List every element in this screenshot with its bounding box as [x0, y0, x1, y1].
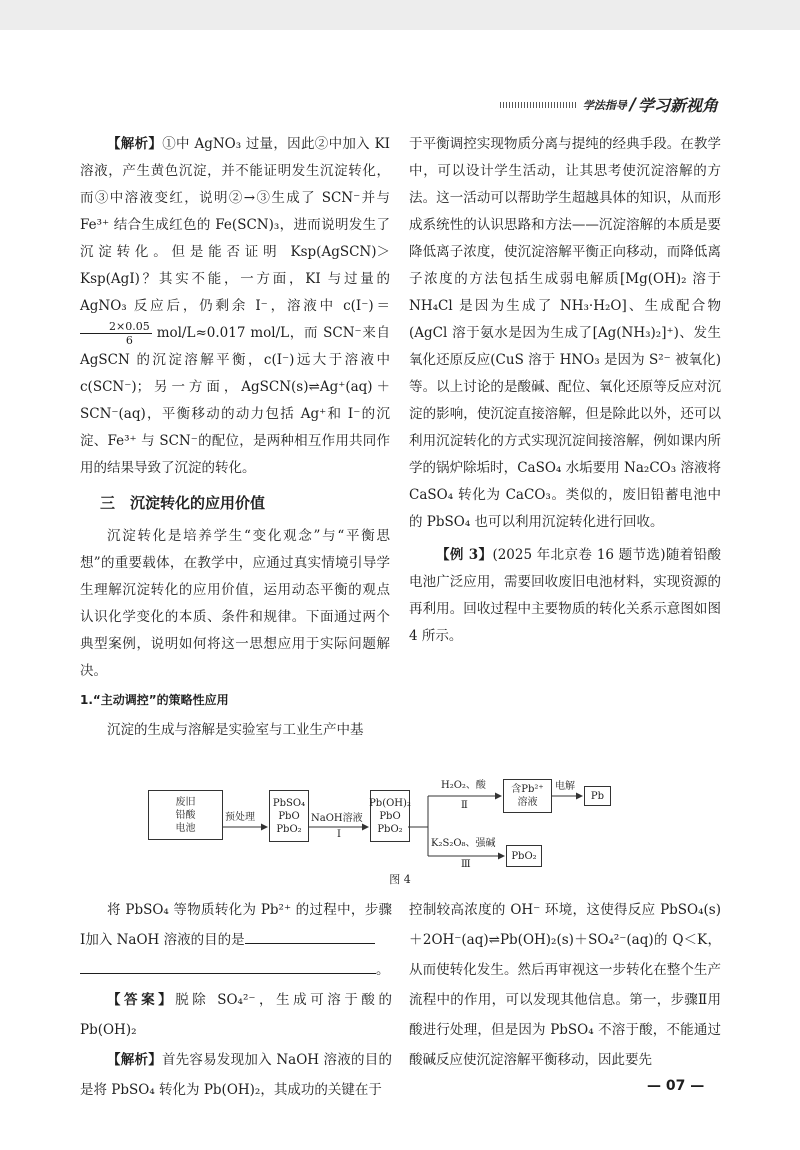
- answer-label: 【答案】: [107, 992, 176, 1008]
- fraction: [80, 320, 152, 347]
- answer-blank-line[interactable]: [80, 959, 376, 974]
- box-lead-hydroxide: [370, 790, 410, 842]
- left-column: [80, 131, 390, 744]
- example-text: 随着铅酸电池广泛应用，需要回收废旧电池材料，实现资源的再利用。回收过程中主要物质的转化关系示意图如图 4 所示。: [409, 547, 722, 644]
- box-lead-compounds-line: PbO₂: [276, 823, 302, 835]
- header-section: 学法指导: [582, 98, 627, 112]
- explanation-paragraph: [80, 1045, 392, 1105]
- label-step-2: Ⅱ: [461, 800, 468, 811]
- box-lead-hydroxide-line: PbO: [379, 810, 401, 822]
- right-column: [409, 131, 721, 650]
- explanation-continuation-block: [409, 895, 721, 1075]
- header-brand-2: 新视角: [669, 96, 718, 115]
- box-lead-compounds: [269, 790, 309, 842]
- analysis-paragraph: [80, 131, 390, 482]
- label-step-1: Ⅰ: [337, 829, 341, 840]
- section-title: 三 沉淀转化的应用价值: [100, 494, 266, 512]
- figure-caption: 图 4: [389, 873, 411, 886]
- box-pb2-solution-line: 溶液: [517, 797, 538, 808]
- box-waste-battery-line: 废旧: [175, 796, 196, 808]
- section-paragraph: 沉淀转化是培养学生“变化观念”与“平衡思想”的重要载体，在教学中，应通过真实情境引导学生理解沉淀转化的应用价值，运用动态平衡的观点认识化学变化的本质、条件和规律。下面通过两个典型案例，说明如何将这一思想应用于实际问题解决。: [80, 528, 390, 679]
- box-waste-battery-line: 铅酸: [175, 809, 196, 821]
- explanation-text: 首先容易发现加入 NaOH 溶液的目的是将 PbSO₄ 转化为 Pb(OH)₂，其成功的关键在于: [80, 1052, 392, 1098]
- label-step-3: Ⅲ: [461, 859, 471, 870]
- header-separator: /: [629, 94, 636, 115]
- page-header: [500, 93, 718, 116]
- label-electrolysis: 电解: [555, 781, 575, 792]
- flow-diagram: [80, 778, 720, 878]
- fraction-numerator: 2×0.05: [80, 320, 152, 334]
- example-source: (2025 年北京卷 16 题节选): [492, 547, 666, 563]
- question-end: 。: [376, 962, 390, 978]
- header-brand-1: 学习: [637, 96, 670, 115]
- box-pb2-solution-line: 含Pb²⁺: [511, 784, 544, 795]
- box-lead-hydroxide-line: PbO₂: [377, 823, 403, 835]
- example-paragraph: [409, 542, 721, 650]
- answer-text: 脱除 SO₄²⁻，生成可溶于酸的 Pb(OH)₂: [80, 992, 392, 1038]
- question-continuation: [80, 955, 392, 985]
- answer-paragraph: [80, 985, 392, 1045]
- box-waste-battery: [148, 790, 223, 840]
- subsection-title: 1.“主动调控”的策略性应用: [80, 693, 229, 707]
- right-paragraph: 于平衡调控实现物质分离与提纯的经典手段。在教学中，可以设计学生活动，让其思考使沉淀溶解的方法。这一活动可以帮助学生超越具体的知识，从而形成系统性的认识思路和方法——沉淀溶解的本质是要降低离子浓度，使沉淀溶解平衡正向移动，而降低离子浓度的方法包括生成弱电解质[Mg(OH)₂ 溶于 NH₄Cl 是因为生成了 NH₃·H₂O]、生成配合物(AgCl 溶于氨水是因为生成了[Ag(NH₃)₂]⁺)、发生氧化还原反应(CuS 溶于 HNO₃ 是因为 S²⁻ 被氧化)等。以上讨论的是酸碱、配位、氧化还原等反应对沉淀的影响，使沉淀直接溶解，但是除此以外，还可以利用沉淀转化的方式实现沉淀间接溶解，例如课内所学的锅炉除垢时，CaSO₄ 水垢要用 Na₂CO₃ 溶液将 CaSO₄ 转化为 CaCO₃。类似的，废旧铅蓄电池中的 PbSO₄ 也可以利用沉淀转化进行回收。: [409, 136, 721, 530]
- subsection-paragraph: 沉淀的生成与溶解是实验室与工业生产中基: [107, 722, 364, 738]
- page-number: — 07 —: [647, 1078, 705, 1094]
- box-pbo2: PbO₂: [506, 845, 542, 867]
- analysis-label: 【解析】: [107, 136, 163, 152]
- question-text: 将 PbSO₄ 等物质转化为 Pb²⁺ 的过程中，步骤Ⅰ加入 NaOH 溶液的目的是: [80, 902, 392, 948]
- answer-blank[interactable]: [245, 929, 375, 944]
- analysis-text-cont: mol/L≈0.017 mol/L，而 SCN⁻来自 AgSCN 的沉淀溶解平衡，c(I⁻)远大于溶液中 c(SCN⁻)；另一方面，AgSCN(s)⇌Ag⁺(aq)＋SCN⁻(aq)，平衡移动的动力包括 Ag⁺和 I⁻的沉淀、Fe³⁺ 与 SCN⁻的配位，是两种相互作用共同作用的结果导致了沉淀的转化。: [80, 325, 390, 476]
- box-pb: Pb: [584, 786, 611, 806]
- box-waste-battery-line: 电池: [175, 822, 196, 834]
- header-hatch-decoration: [500, 102, 578, 108]
- box-pb2-solution: [503, 779, 552, 813]
- question-block: [80, 895, 392, 1105]
- label-lower-reagent: K₂S₂O₈、强碱: [431, 838, 496, 849]
- label-pretreat: 预处理: [225, 812, 255, 823]
- explanation-label: 【解析】: [107, 1052, 162, 1068]
- fraction-denominator: 6: [125, 334, 133, 347]
- box-lead-compounds-line: PbSO₄: [272, 797, 306, 809]
- question-paragraph: [80, 895, 392, 955]
- top-bar: [0, 0, 800, 30]
- label-upper-reagent: H₂O₂、酸: [441, 780, 486, 791]
- box-lead-compounds-line: PbO: [278, 810, 300, 822]
- label-naoh: NaOH溶液: [311, 813, 363, 824]
- example-label: 【例 3】: [436, 547, 493, 563]
- analysis-text: ①中 AgNO₃ 过量，因此②中加入 KI 溶液，产生黄色沉淀，并不能证明发生沉淀转化，而③中溶液变红，说明②→③生成了 SCN⁻并与 Fe³⁺ 结合生成红色的 Fe(SCN)₃，进而说明发生了沉淀转化。但是能否证明 Ksp(AgSCN)＞Ksp(AgI)？其实不能，一方面，KI 与过量的 AgNO₃ 反应后，仍剩余 I⁻，溶液中 c(I⁻)＝: [80, 136, 390, 314]
- explanation-continuation: 控制较高浓度的 OH⁻ 环境，这使得反应 PbSO₄(s)＋2OH⁻(aq)⇌Pb(OH)₂(s)＋SO₄²⁻(aq)的 Q＜K，从而使转化发生。然后再审视这一步转化在整个生产流程中的作用，可以发现其他信息。第一，步骤Ⅱ用酸进行处理，但是因为 PbSO₄ 不溶于酸，不能通过酸碱反应使沉淀溶解平衡移动，因此要先: [409, 902, 721, 1068]
- box-lead-hydroxide-line: Pb(OH)₂: [369, 797, 411, 809]
